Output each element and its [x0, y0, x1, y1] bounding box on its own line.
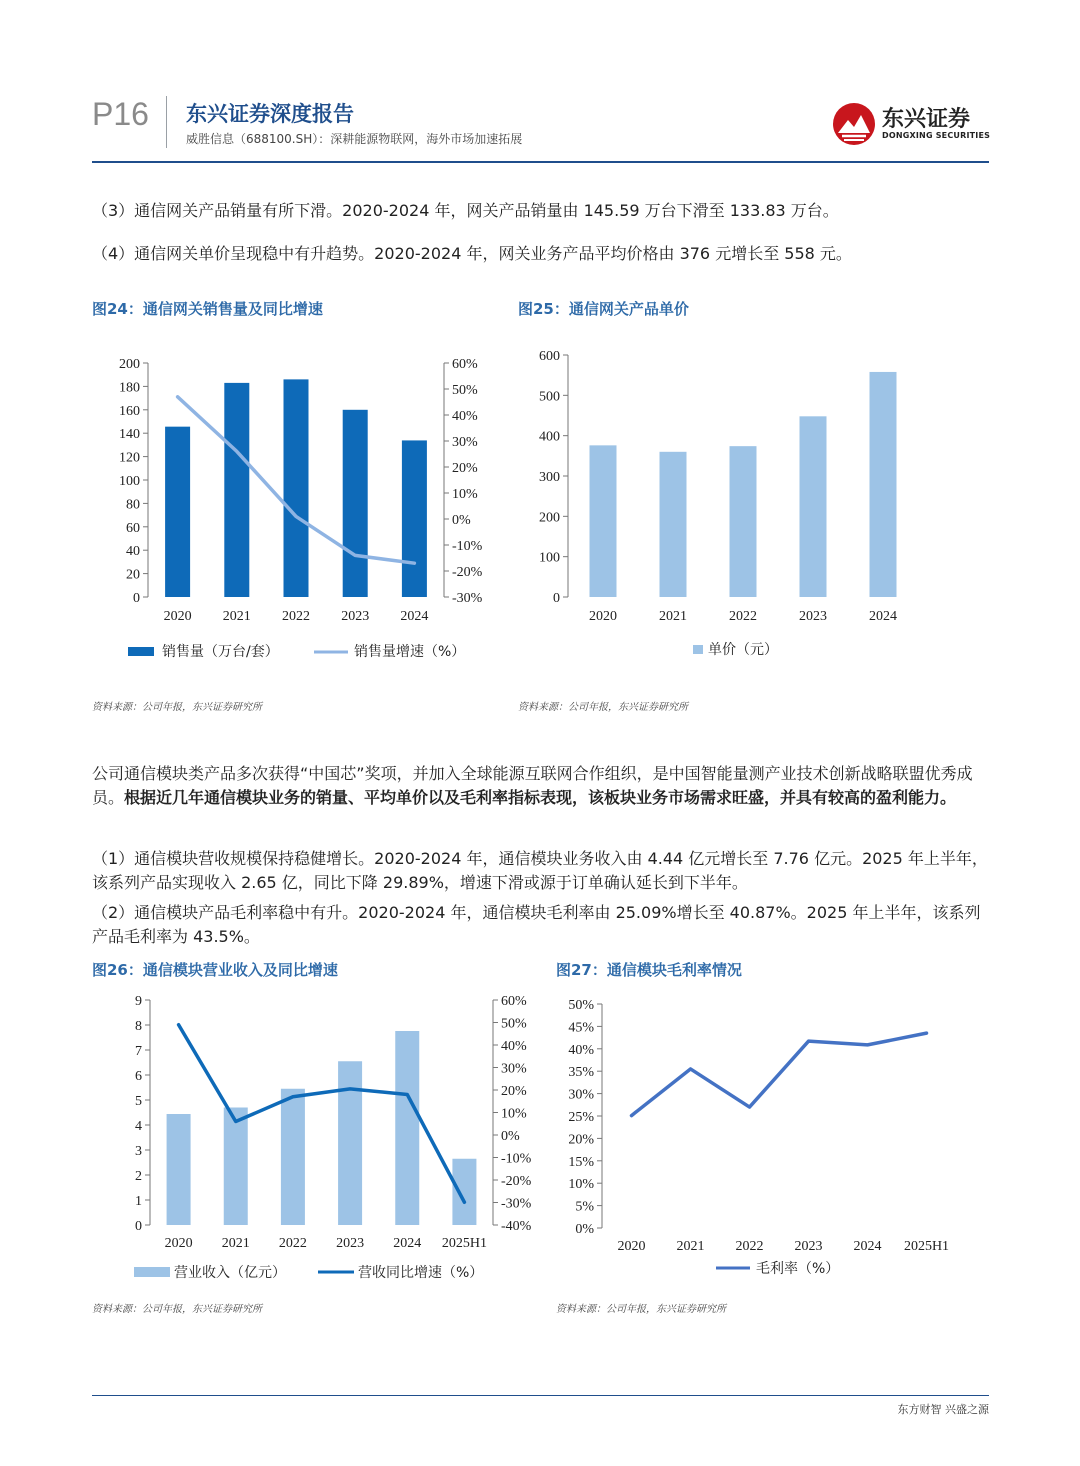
left-tick-label: 40 [126, 544, 140, 560]
x-tick-label: 2024 [393, 1236, 422, 1251]
right-tick-label: 50% [452, 383, 478, 398]
left-tick-label: 10% [568, 1177, 594, 1193]
bar [452, 1159, 476, 1225]
series-line [179, 1025, 465, 1203]
x-tick-label: 2020 [589, 609, 617, 624]
x-tick-label: 2020 [163, 609, 192, 624]
x-tick-label: 2020 [617, 1239, 646, 1254]
x-tick-label: 2023 [336, 1236, 365, 1251]
fig26-right-axis-ticks [493, 994, 532, 1234]
right-tick-label: -10% [501, 1151, 532, 1167]
left-tick-label: 20% [568, 1132, 594, 1148]
right-tick-label: 30% [501, 1061, 527, 1077]
x-tick-label: 2024 [400, 609, 429, 624]
logo-text-cn: 东兴证券 [882, 107, 971, 132]
x-tick-label: 2021 [221, 1236, 250, 1251]
left-tick-label: 1 [135, 1194, 142, 1209]
x-tick-label: 2022 [282, 609, 310, 624]
fig26-line [179, 1025, 465, 1203]
series-line [632, 1033, 927, 1115]
legend-swatch-volume [128, 647, 154, 656]
left-tick-label: 200 [119, 357, 140, 372]
x-tick-label: 2023 [799, 609, 827, 624]
right-tick-label: -30% [452, 591, 483, 606]
figure-25-source: 资料来源：公司年报，东兴证券研究所 [518, 702, 688, 713]
figure-24-source: 资料来源：公司年报，东兴证券研究所 [92, 702, 262, 713]
left-tick-label: 15% [568, 1154, 594, 1170]
fig25-legend [693, 642, 778, 658]
bar [800, 416, 827, 597]
left-tick-label: 8 [135, 1019, 142, 1034]
fig26-x-labels [165, 1236, 487, 1251]
paragraph-gateway-price: （4）通信网关单价呈现稳中有升趋势。2020-2024 年，网关业务产品平均价格由 376 元增长至 558 元。 [92, 244, 852, 263]
fig24-right-axis-ticks [444, 357, 483, 606]
left-tick-label: 300 [539, 470, 560, 485]
fig24-legend [128, 643, 465, 660]
right-tick-label: 40% [452, 409, 478, 424]
left-tick-label: 5% [575, 1199, 594, 1215]
left-tick-label: 4 [135, 1119, 142, 1134]
left-tick-label: 60 [126, 520, 140, 536]
fig24-left-axis-ticks [119, 357, 148, 606]
x-tick-label: 2021 [676, 1239, 705, 1254]
report-title: 东兴证券深度报告 [186, 102, 354, 126]
paragraph-module-intro [92, 762, 989, 810]
x-tick-label: 2023 [794, 1239, 823, 1254]
left-tick-label: 5 [135, 1094, 142, 1109]
bar [395, 1031, 419, 1225]
bar [660, 452, 687, 597]
left-tick-label: 80 [126, 497, 140, 513]
header-rule [92, 161, 989, 163]
left-tick-label: 9 [135, 994, 142, 1009]
fig24-bars [165, 379, 427, 597]
fig26-legend [134, 1264, 483, 1281]
x-tick-label: 2022 [735, 1239, 764, 1254]
legend-label-margin: 毛利率（%） [756, 1261, 840, 1277]
x-tick-label: 2022 [729, 609, 757, 624]
left-tick-label: 160 [119, 403, 140, 419]
bar [870, 372, 897, 597]
left-tick-label: 140 [119, 427, 140, 443]
right-tick-label: 60% [501, 994, 527, 1009]
left-tick-label: 25% [568, 1110, 594, 1125]
figure-26-caption: 图26：通信模块营业收入及同比增速 [92, 961, 338, 979]
x-tick-label: 2021 [659, 609, 687, 624]
right-tick-label: 20% [452, 461, 478, 476]
bar [281, 1089, 305, 1225]
paragraph-gateway-volume: （3）通信网关产品销量有所下滑。2020-2024 年，网关产品销量由 145.59 万台下滑至 133.83 万台。 [92, 201, 839, 220]
figure-27-source: 资料来源：公司年报，东兴证券研究所 [556, 1304, 726, 1315]
left-tick-label: 0 [135, 1219, 142, 1234]
bar [167, 1114, 191, 1225]
right-tick-label: 10% [452, 487, 478, 502]
fig27-left-axis-ticks [568, 998, 602, 1237]
right-tick-label: 0% [452, 513, 471, 528]
right-tick-label: -20% [501, 1174, 532, 1189]
left-tick-label: 0 [553, 591, 560, 606]
right-tick-label: 30% [452, 435, 478, 450]
bar [224, 383, 249, 597]
left-tick-label: 0 [133, 591, 140, 606]
left-tick-label: 120 [119, 450, 140, 466]
bar [224, 1108, 248, 1226]
left-tick-label: 3 [135, 1144, 142, 1159]
dongxing-logo-icon [832, 102, 876, 146]
x-tick-label: 2024 [869, 609, 897, 624]
figure-27-caption: 图27：通信模块毛利率情况 [556, 961, 742, 979]
legend-swatch-price [693, 645, 703, 654]
right-tick-label: 20% [501, 1084, 527, 1099]
x-tick-label: 2025H1 [903, 1239, 950, 1254]
figure-26-source: 资料来源：公司年报，东兴证券研究所 [92, 1304, 262, 1315]
left-tick-label: 200 [539, 510, 560, 526]
legend-label-revenue-growth: 营收同比增速（%） [358, 1265, 484, 1281]
legend-label-volume-growth: 销售量增速（%） [354, 644, 466, 660]
bar [402, 440, 427, 597]
report-subtitle: 威胜信息（688100.SH）：深耕能源物联网，海外市场加速拓展 [186, 132, 523, 146]
header-divider [166, 96, 167, 148]
intro-normal-text: 公司通信模块类产品多次获得“中国芯”奖项，并加入全球能源互联网合作组织，是中国智能量测产业技术创新战略联盟优秀成员。 [92, 764, 973, 807]
left-tick-label: 0% [575, 1222, 594, 1237]
fig24-x-labels [164, 609, 429, 624]
left-tick-label: 400 [539, 429, 560, 445]
figure-24-chart [92, 335, 510, 675]
left-tick-label: 2 [135, 1169, 142, 1184]
footer-slogan: 东方财智 兴盛之源 [897, 1403, 989, 1416]
figure-26-chart [92, 988, 548, 1288]
left-tick-label: 50% [568, 998, 594, 1013]
figure-27-chart [556, 988, 986, 1288]
fig27-x-labels [618, 1239, 950, 1254]
fig25-bars [590, 372, 897, 597]
legend-swatch-revenue [134, 1267, 170, 1277]
paragraph-module-margin: （2）通信模块产品毛利率稳中有升。2020-2024 年，通信模块毛利率由 25.09%增长至 40.87%。2025 年上半年，该系列产品毛利率为 43.5%。 [92, 903, 981, 946]
right-tick-label: -40% [501, 1219, 532, 1234]
figure-25-caption: 图25：通信网关产品单价 [518, 300, 689, 318]
legend-label-revenue: 营业收入（亿元） [174, 1265, 286, 1281]
x-tick-label: 2022 [278, 1236, 307, 1251]
fig27-legend [716, 1260, 839, 1277]
footer-rule [92, 1395, 989, 1396]
right-tick-label: 10% [501, 1106, 527, 1122]
figure-24-caption: 图24：通信网关销售量及同比增速 [92, 300, 323, 318]
x-tick-label: 2025H1 [441, 1236, 487, 1251]
figure-25-chart [518, 335, 930, 675]
bar [165, 427, 190, 597]
fig25-x-labels [589, 609, 897, 624]
bar [730, 446, 757, 597]
bar [590, 445, 617, 597]
left-tick-label: 100 [119, 474, 140, 489]
fig27-line [632, 1033, 927, 1115]
fig25-left-axis-ticks [539, 349, 568, 606]
x-tick-label: 2020 [164, 1236, 193, 1251]
right-tick-label: -20% [452, 565, 483, 580]
right-tick-label: 50% [501, 1016, 527, 1032]
left-tick-label: 40% [568, 1042, 594, 1058]
left-tick-label: 7 [135, 1044, 142, 1059]
left-tick-label: 100 [539, 550, 560, 566]
fig26-left-axis-ticks [135, 994, 150, 1234]
paragraph-module-revenue: （1）通信模块营收规模保持稳健增长。2020-2024 年，通信模块业务收入由 4.44 亿元增长至 7.76 亿元。2025 年上半年，该系列产品实现收入 2.65 亿，同比下降 29.89%，增速下滑或源于订单确认延长到下半年。 [92, 849, 988, 892]
left-tick-label: 500 [539, 389, 560, 405]
left-tick-label: 6 [135, 1069, 142, 1084]
legend-label-price: 单价（元） [708, 642, 778, 658]
right-tick-label: -30% [501, 1196, 532, 1212]
intro-bold-text: 根据近几年通信模块业务的销量、平均单价以及毛利率指标表现，该板块业务市场需求旺盛，并具有较高的盈利能力。 [124, 788, 957, 807]
legend-label-volume: 销售量（万台/套） [162, 644, 279, 660]
x-tick-label: 2023 [341, 609, 370, 624]
right-tick-label: 60% [452, 357, 478, 372]
left-tick-label: 30% [568, 1087, 594, 1103]
bar [338, 1061, 362, 1225]
bar [284, 379, 309, 597]
right-tick-label: 0% [501, 1129, 520, 1144]
left-tick-label: 20 [126, 567, 140, 583]
left-tick-label: 600 [539, 349, 560, 364]
page-number: P16 [92, 96, 149, 132]
left-tick-label: 45% [568, 1020, 594, 1036]
fig26-bars [167, 1031, 477, 1225]
x-tick-label: 2021 [222, 609, 251, 624]
bar [343, 410, 368, 597]
left-tick-label: 35% [568, 1065, 594, 1081]
left-tick-label: 180 [119, 380, 140, 396]
logo-text-en: DONGXING SECURITIES [882, 131, 991, 140]
right-tick-label: -10% [452, 539, 483, 554]
right-tick-label: 40% [501, 1039, 527, 1054]
x-tick-label: 2024 [853, 1239, 882, 1254]
